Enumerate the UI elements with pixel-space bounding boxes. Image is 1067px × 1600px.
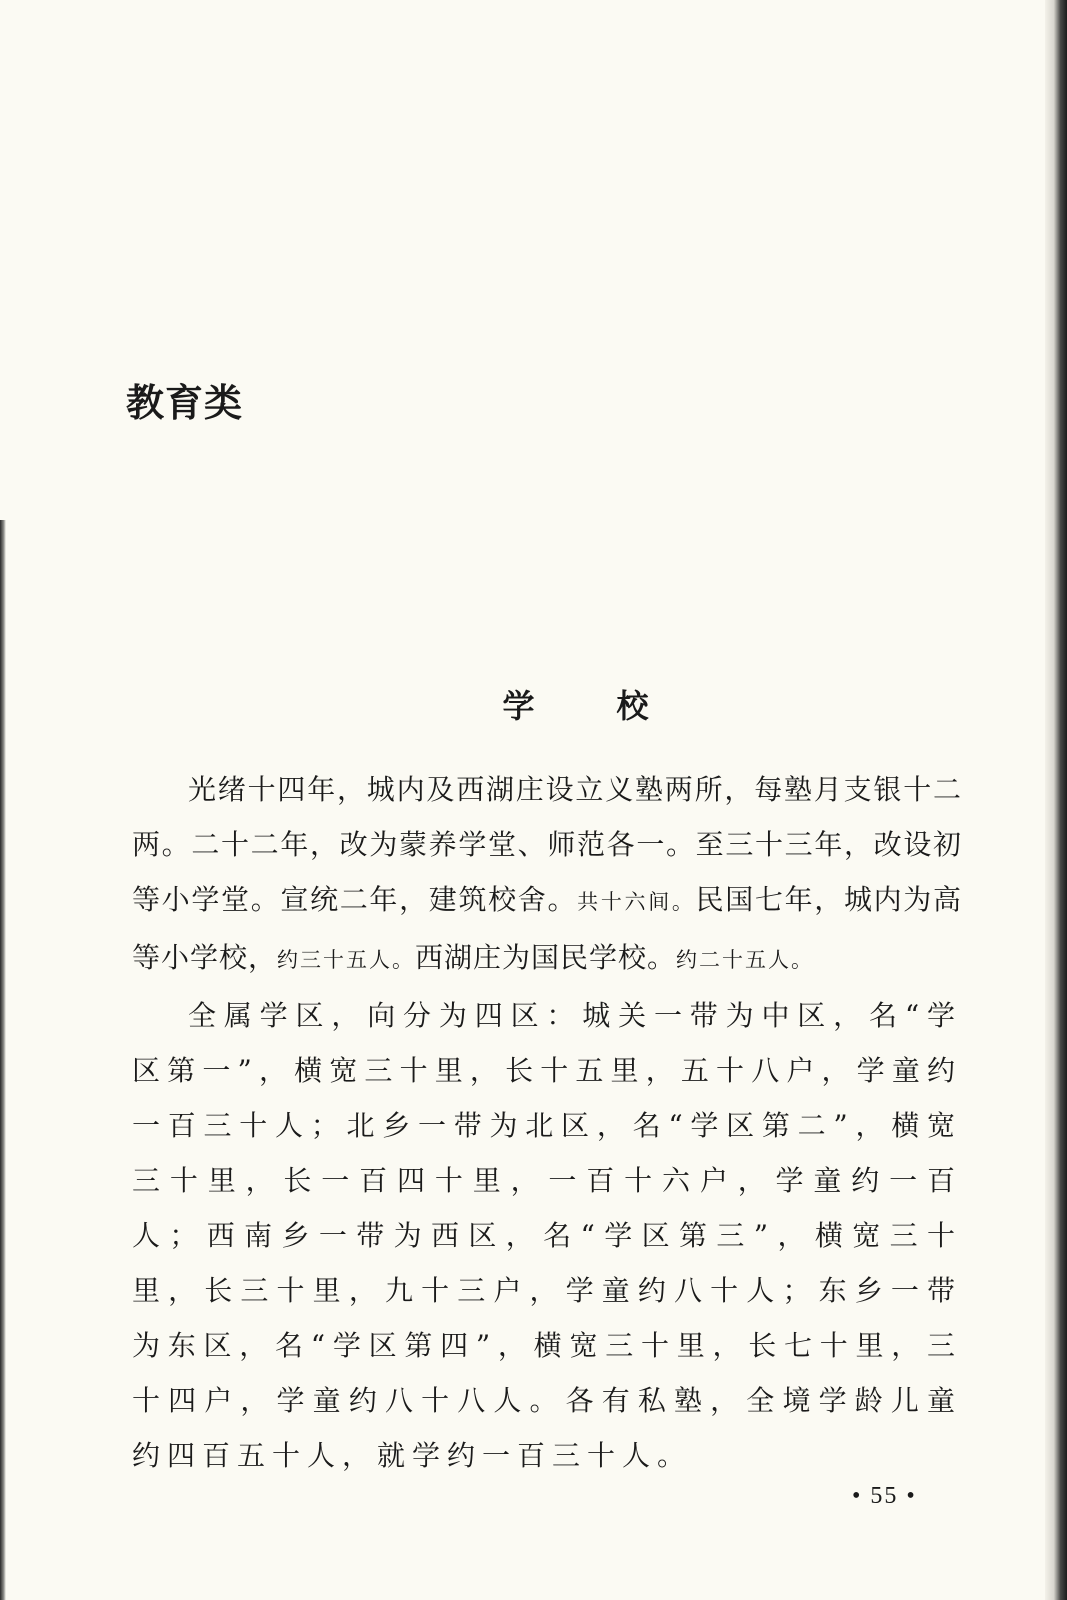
paragraph-1-text: 光绪十四年，城内及西湖庄设立义塾两所，每塾月支银十二两。二十二年，改为蒙养学堂、师范各一。至三十三年，改设初等小学堂。宣统二年，建筑校舍。 [132,773,962,916]
paragraph-1-text: 西湖庄为国民学校。 [415,941,677,974]
paragraph-2: 全属学区，向分为四区：城关一带为中区，名“学区第一”，横宽三十里，长十五里，五十八户，学童约一百三十人；北乡一带为北区，名“学区第二”，横宽三十里，长一百四十里，一百十六户，学童约一百人；西南乡一带为西区，名“学区第三”，横宽三十里，长三十里，九十三户，学童约八十人；东乡一带为东区，名“学区第四”，横宽三十里，长七十里，三十四户，学童约八十八人。各有私塾，全境学龄儿童约四百五十人，就学约一百三十人。 [132,999,962,1472]
article-title [0,687,1067,725]
article-title-char-2: 校 [616,687,649,725]
section-heading: 教育类 [126,381,244,425]
annotation-note: 共十六间。 [577,890,696,914]
annotation-note: 约三十五人。 [277,948,416,972]
article-title-char-1: 学 [502,687,535,725]
scan-left-edge [0,520,6,1600]
scan-right-edge [1045,0,1067,1600]
annotation-note: 约二十五人。 [676,948,815,972]
paragraph-1 [132,762,962,988]
paragraph-1-text: 民国七年，城内为高等小学校， [132,883,962,974]
article-body [132,762,962,1483]
page-number: • 55 • [852,1483,917,1509]
